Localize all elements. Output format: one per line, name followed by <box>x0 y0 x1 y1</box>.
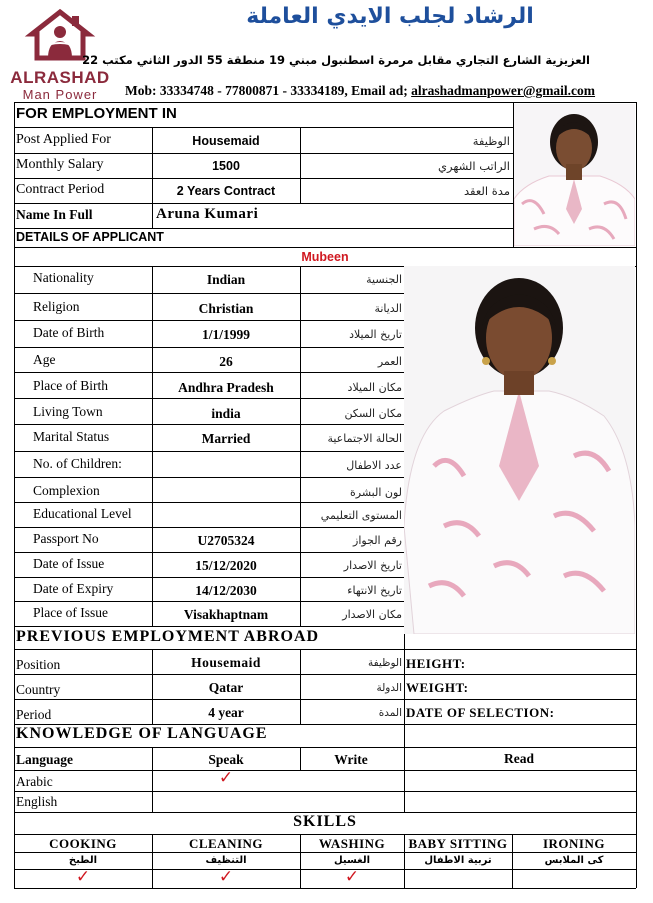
grid-line <box>14 247 636 248</box>
grid-line <box>14 477 404 478</box>
detail-label: Age <box>33 352 56 367</box>
skill-name-ar: تربية الاطفال <box>424 855 492 866</box>
grid-line <box>14 266 404 267</box>
portrait-large-icon <box>404 266 635 634</box>
grid-line <box>14 674 636 675</box>
detail-value: 14/12/2030 <box>195 583 257 598</box>
grid-line <box>14 770 636 771</box>
detail-ar: المستوى التعليمي <box>320 509 402 522</box>
grid-line <box>300 266 301 626</box>
detail-ar: الحالة الاجتماعية <box>327 432 402 445</box>
speak-col-header: Speak <box>208 752 244 767</box>
period-value: 4 year <box>208 705 244 720</box>
grid-line <box>14 228 513 229</box>
detail-ar: العمر <box>377 355 402 368</box>
detail-label: Nationality <box>33 270 94 285</box>
position-label: Position <box>16 657 61 672</box>
weight-label: WEIGHT: <box>406 680 469 695</box>
grid-line <box>14 626 404 627</box>
grid-line <box>14 178 513 179</box>
contact-phones: Mob: 33334748 - 77800871 - 33334189, Email ad; <box>125 83 412 98</box>
country-label: Country <box>16 682 61 697</box>
skill-name-ar: التنظيف <box>205 855 247 866</box>
details-header: DETAILS OF APPLICANT <box>16 230 164 244</box>
detail-ar: رقم الجواز <box>353 534 402 547</box>
post-label: Post Applied For <box>16 132 111 147</box>
position-ar: الوظيفة <box>367 657 402 669</box>
language-header: KNOWLEDGE OF LANGUAGE <box>16 725 268 742</box>
grid-line <box>14 372 404 373</box>
language-english: English <box>16 794 58 809</box>
agent-name: Mubeen <box>301 250 349 264</box>
detail-label: Passport No <box>33 531 99 546</box>
country-ar: الدولة <box>376 682 402 694</box>
detail-ar: مكان الميلاد <box>347 381 402 394</box>
language-col-header: Language <box>16 752 74 767</box>
detail-label: No. of Children: <box>33 456 122 471</box>
detail-label: Marital Status <box>33 429 110 444</box>
skill-checkmark: ✓ <box>218 867 234 887</box>
employment-header: FOR EMPLOYMENT IN <box>16 105 177 122</box>
selection-date-label: DATE OF SELECTION: <box>406 705 555 720</box>
grid-line <box>14 888 636 889</box>
contract-label: Contract Period <box>16 182 105 197</box>
detail-ar: تاريخ الميلاد <box>349 328 402 341</box>
detail-label: Living Town <box>33 404 103 419</box>
grid-line <box>14 398 404 399</box>
grid-line <box>14 649 636 650</box>
detail-ar: مكان السكن <box>344 407 402 420</box>
skill-checkmark: ✓ <box>75 867 91 887</box>
write-col-header: Write <box>334 752 368 767</box>
grid-line <box>14 834 636 835</box>
detail-value: 26 <box>219 354 233 369</box>
grid-line <box>14 153 513 154</box>
grid-line <box>14 577 404 578</box>
name-value: Aruna Kumari <box>156 206 259 222</box>
grid-line <box>14 747 636 748</box>
skill-name-ar: كى الملابس <box>544 855 604 866</box>
grid-line <box>14 424 404 425</box>
salary-ar: الراتب الشهري <box>438 159 510 173</box>
skill-checkmark: ✓ <box>344 867 360 887</box>
grid-line <box>636 102 637 888</box>
country-value: Qatar <box>208 680 244 695</box>
contract-value: 2 Years Contract <box>176 184 276 198</box>
arabic-speak-mark: ✓ <box>218 768 234 788</box>
detail-label: Place of Birth <box>33 378 108 393</box>
detail-ar: مكان الاصدار <box>342 608 402 621</box>
detail-value: Andhra Pradesh <box>178 380 274 395</box>
grid-line <box>14 203 513 204</box>
logo-subtext: Man Power <box>22 87 98 102</box>
name-label: Name In Full <box>16 207 93 222</box>
applicant-photo-small <box>514 104 635 246</box>
detail-value: 15/12/2020 <box>195 558 257 573</box>
detail-ar: عدد الاطفال <box>346 459 402 472</box>
skills-header: SKILLS <box>293 813 357 830</box>
detail-label: Religion <box>33 299 80 314</box>
applicant-photo-large <box>404 266 635 634</box>
salary-value: 1500 <box>212 159 240 173</box>
portrait-small-icon <box>514 104 635 246</box>
detail-value: U2705324 <box>197 533 255 548</box>
detail-value: Married <box>201 431 251 446</box>
skill-name: COOKING <box>49 836 117 851</box>
grid-line <box>14 347 404 348</box>
post-ar: الوظيفة <box>472 134 510 148</box>
grid-line <box>404 774 405 812</box>
period-ar: المدة <box>378 707 402 719</box>
detail-label: Date of Birth <box>33 325 105 340</box>
detail-label: Date of Issue <box>33 556 105 571</box>
logo-text: ALRASHAD <box>10 68 110 87</box>
grid-line <box>14 127 513 128</box>
grid-line <box>14 852 636 853</box>
grid-line <box>300 127 301 203</box>
grid-line <box>14 552 404 553</box>
grid-line <box>14 527 404 528</box>
detail-ar: تاريخ الاصدار <box>343 559 402 572</box>
grid-line <box>14 451 404 452</box>
grid-line <box>14 320 404 321</box>
contact-email[interactable]: alrashadmanpower@gmail.com <box>411 83 596 98</box>
detail-value: india <box>211 406 241 421</box>
detail-label: Educational Level <box>33 506 132 521</box>
detail-label: Date of Expiry <box>33 581 114 596</box>
grid-line <box>14 601 404 602</box>
grid-line <box>14 293 404 294</box>
grid-line <box>300 649 301 724</box>
agency-address-ar: العزيزية الشارع التجاري مقابل مرمرة اسطنبول مبني 19 منطقة 55 الدور الثاني مكتب 22 <box>82 53 590 67</box>
skill-name-ar: الغسيل <box>333 855 370 866</box>
salary-label: Monthly Salary <box>16 157 104 172</box>
previous-header: PREVIOUS EMPLOYMENT ABROAD <box>16 628 320 645</box>
skill-name: IRONING <box>542 836 605 851</box>
height-label: HEIGHT: <box>406 656 466 671</box>
grid-line <box>14 502 404 503</box>
position-value: Housemaid <box>191 655 261 670</box>
detail-value: Visakhaptnam <box>183 607 269 622</box>
post-value: Housemaid <box>192 134 260 148</box>
detail-value: Christian <box>198 301 254 316</box>
detail-ar: الديانة <box>374 302 402 315</box>
grid-line <box>14 791 636 792</box>
grid-line <box>14 102 636 103</box>
detail-label: Complexion <box>33 483 100 498</box>
skill-name-ar: الطبخ <box>68 855 98 866</box>
skill-name: WASHING <box>318 836 386 851</box>
language-arabic: Arabic <box>16 774 53 789</box>
detail-ar: الجنسية <box>366 273 402 286</box>
detail-value: 1/1/1999 <box>201 327 250 342</box>
detail-ar: لون البشرة <box>350 486 402 499</box>
skill-name: BABY SITTING <box>408 836 508 851</box>
period-label: Period <box>16 707 52 722</box>
detail-value: Indian <box>206 272 246 287</box>
skill-name: CLEANING <box>188 836 264 851</box>
detail-label: Place of Issue <box>33 605 108 620</box>
contract-ar: مدة العقد <box>464 184 510 198</box>
grid-line <box>14 699 636 700</box>
detail-ar: تاريخ الانتهاء <box>347 584 402 597</box>
read-col-header: Read <box>504 751 534 766</box>
contact-line <box>125 83 595 99</box>
agency-name-ar: الرشاد لجلب الايدي العاملة <box>246 4 534 29</box>
